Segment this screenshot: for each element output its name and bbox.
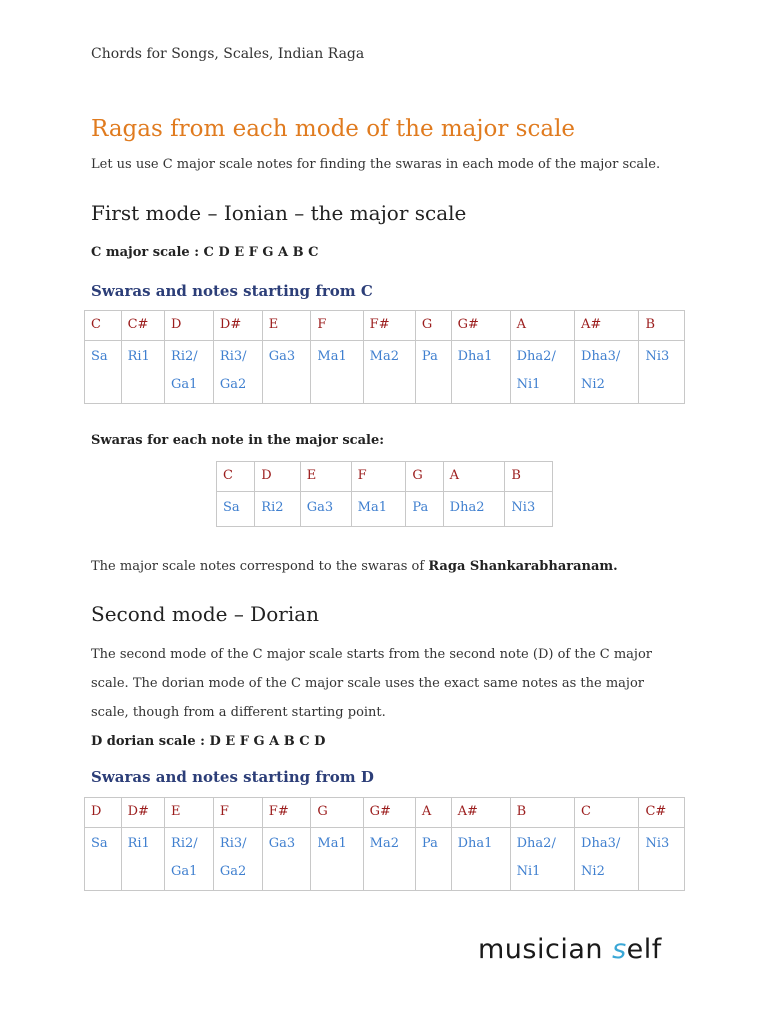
note-cell: F (351, 462, 406, 492)
note-cell: D (165, 311, 214, 341)
mode1-heading: First mode – Ionian – the major scale (91, 201, 467, 225)
swara-cell: Ga3 (262, 341, 311, 404)
note-cell: G (415, 311, 451, 341)
mode2-paragraph: The second mode of the C major scale starts from the second note (D) of the C major scale. The dorian mode of the C major scale uses the exact same notes as the major scale, though from a different starting point. (91, 647, 652, 720)
mode2-table-heading: Swaras and notes starting from D (91, 768, 374, 786)
note-cell: A# (575, 311, 639, 341)
note-row (85, 311, 685, 341)
note-cell: E (165, 798, 214, 828)
note-cell: C (217, 462, 255, 492)
swara-cell: Ri1 (121, 341, 164, 404)
note-cell: F# (262, 798, 311, 828)
mode2-chromatic-table (84, 797, 685, 891)
swara-cell: Dha3/ Ni2 (575, 341, 639, 404)
swara-cell: Ri2/ Ga1 (165, 828, 214, 891)
note-row (217, 462, 553, 492)
swara-cell: Dha2/ Ni1 (510, 828, 574, 891)
logo-text-1: musician (478, 934, 613, 965)
swara-cell: Ga3 (300, 492, 351, 527)
swara-cell: Ri1 (121, 828, 164, 891)
note-cell: A# (451, 798, 510, 828)
note-cell: D (85, 798, 122, 828)
note-row (85, 798, 685, 828)
note-cell: C# (639, 798, 685, 828)
note-cell: D# (121, 798, 164, 828)
running-header: Chords for Songs, Scales, Indian Raga (91, 46, 365, 62)
swara-cell: Pa (415, 341, 451, 404)
note-cell: F (311, 311, 363, 341)
mode1-table-heading: Swaras and notes starting from C (91, 282, 373, 300)
swara-cell: Ri2/ Ga1 (165, 341, 214, 404)
swara-cell: Sa (85, 828, 122, 891)
note-cell: G# (363, 798, 415, 828)
mode2-heading: Second mode – Dorian (91, 602, 320, 626)
swara-cell: Ma2 (363, 341, 415, 404)
swara-cell: Ma1 (311, 828, 363, 891)
major-scale-table (216, 461, 553, 527)
mode1-scale-line: C major scale : C D E F G A B C (91, 245, 319, 260)
swara-cell: Ma1 (311, 341, 363, 404)
note-cell: A (510, 311, 574, 341)
note-cell: G (311, 798, 363, 828)
swara-cell: Dha2 (443, 492, 505, 527)
swara-cell: Dha1 (451, 828, 510, 891)
note-cell: B (639, 311, 685, 341)
swara-cell: Ni3 (505, 492, 553, 527)
swara-cell: Sa (85, 341, 122, 404)
swara-cell: Ri3/ Ga2 (213, 341, 262, 404)
mode1-conclusion (91, 559, 618, 574)
logo-text-2: s (612, 934, 627, 965)
swara-row (217, 492, 553, 527)
note-cell: A (415, 798, 451, 828)
raga-name: Raga Shankarabharanam. (428, 559, 618, 574)
note-cell: D# (213, 311, 262, 341)
conclusion-text: The major scale notes correspond to the swaras of (91, 559, 429, 574)
mode1-chromatic-table (84, 310, 685, 404)
note-cell: F (213, 798, 262, 828)
musicianself-logo (478, 934, 662, 965)
swara-cell: Pa (406, 492, 443, 527)
swara-cell: Dha1 (451, 341, 510, 404)
swara-cell: Ni3 (639, 341, 685, 404)
note-cell: G (406, 462, 443, 492)
mode2-scale-line: D dorian scale : D E F G A B C D (91, 734, 326, 749)
swara-cell: Sa (217, 492, 255, 527)
note-cell: F# (363, 311, 415, 341)
note-cell: C (85, 311, 122, 341)
swara-cell: Ni3 (639, 828, 685, 891)
swara-cell: Ri2 (255, 492, 300, 527)
swara-cell: Ma1 (351, 492, 406, 527)
swara-cell: Dha2/ Ni1 (510, 341, 574, 404)
logo-text-3: elf (626, 934, 662, 965)
swara-cell: Dha3/ Ni2 (575, 828, 639, 891)
note-cell: E (262, 311, 311, 341)
swara-row (85, 828, 685, 891)
note-cell: B (510, 798, 574, 828)
note-cell: A (443, 462, 505, 492)
major-swaras-heading: Swaras for each note in the major scale: (91, 433, 385, 448)
swara-row (85, 341, 685, 404)
swara-cell: Ri3/ Ga2 (213, 828, 262, 891)
note-cell: C (575, 798, 639, 828)
note-cell: G# (451, 311, 510, 341)
note-cell: E (300, 462, 351, 492)
note-cell: C# (121, 311, 164, 341)
note-cell: B (505, 462, 553, 492)
section-title: Ragas from each mode of the major scale (91, 116, 576, 142)
note-cell: D (255, 462, 300, 492)
swara-cell: Pa (415, 828, 451, 891)
intro-text: Let us use C major scale notes for finding the swaras in each mode of the major scale. (91, 157, 661, 172)
swara-cell: Ma2 (363, 828, 415, 891)
swara-cell: Ga3 (262, 828, 311, 891)
